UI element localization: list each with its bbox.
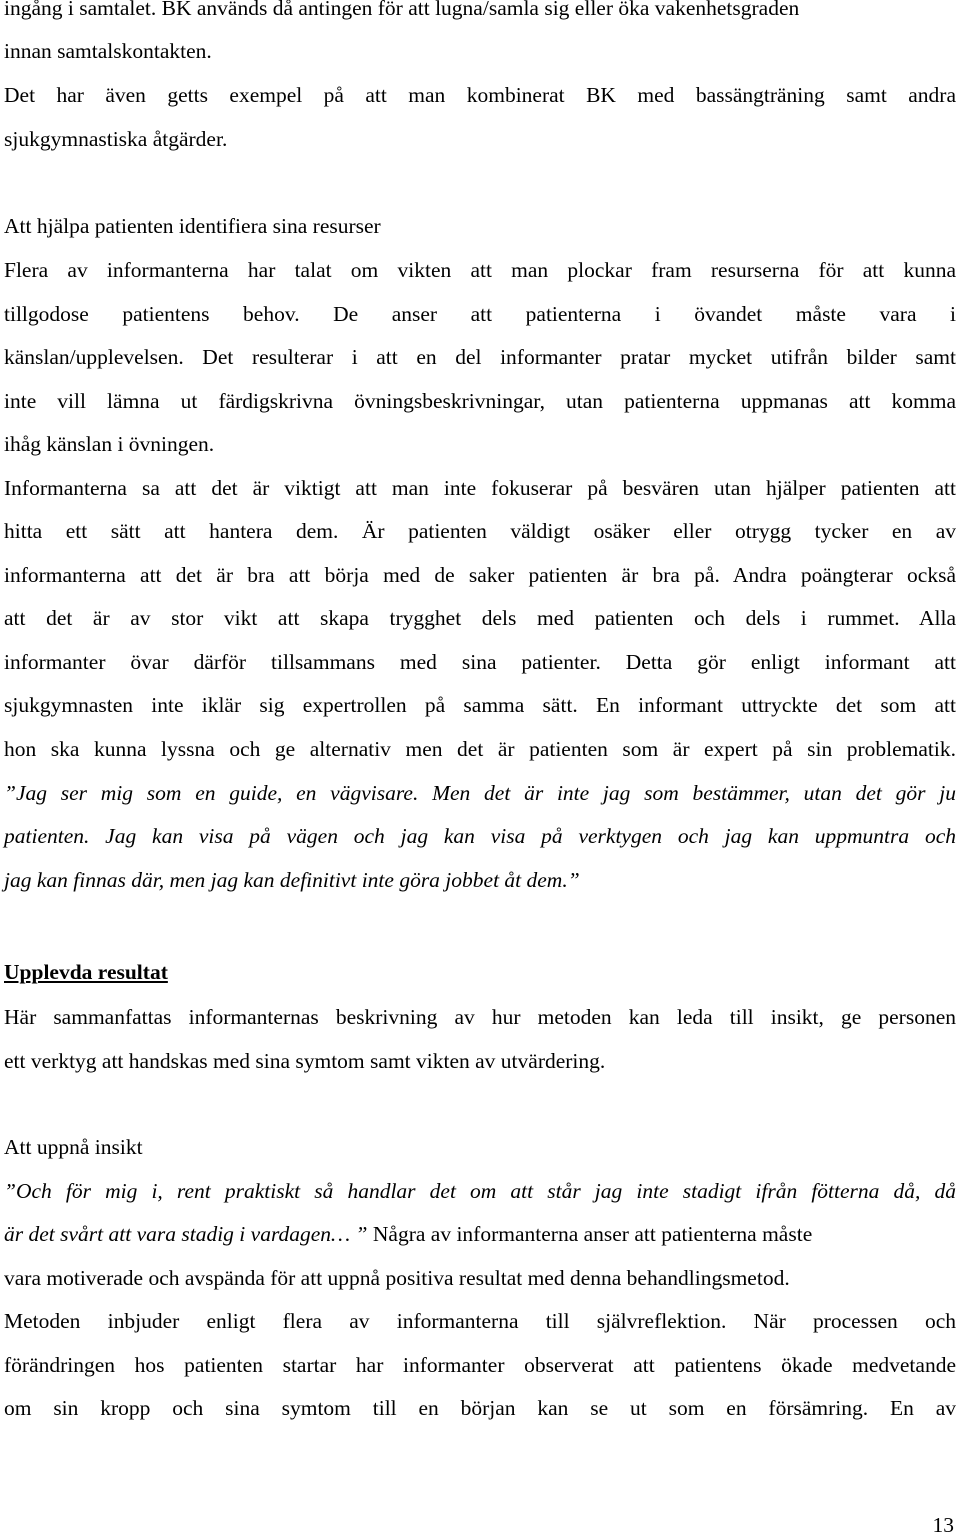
section-heading: Upplevda resultat (4, 960, 168, 984)
text-line: Här sammanfattas informanternas beskrivning av hur metoden kan leda till insikt, ge personen (4, 1005, 956, 1029)
text-line: ett verktyg att handskas med sina symtom samt vikten av utvärdering. (4, 1049, 606, 1073)
quote-line: patienten. Jag kan visa på vägen och jag kan visa på verktygen och jag kan uppmuntra och (4, 824, 956, 848)
quote-line: ”Jag ser mig som en guide, en vägvisare. Men det är inte jag som bestämmer, utan det gör ju (4, 781, 956, 805)
text-line: sjukgymnastiska åtgärder. (4, 127, 228, 151)
text-line: sjukgymnasten inte iklär sig expertrollen på samma sätt. En informant uttryckte det som att (4, 693, 956, 717)
text-line: Metoden inbjuder enligt flera av informanterna till självreflektion. När processen och (4, 1309, 956, 1333)
text-line: hon ska kunna lyssna och ge alternativ men det är patienten som är expert på sin problematik. (4, 737, 956, 761)
text-fragment: Några av informanterna anser att patienterna måste (367, 1222, 813, 1246)
text-line: tillgodose patientens behov. De anser att patienterna i övandet måste vara i (4, 302, 956, 326)
text-line: hitta ett sätt att hantera dem. Är patienten väldigt osäker eller otrygg tycker en av (4, 519, 956, 543)
text-line: informanter övar därför tillsammans med sina patienter. Detta gör enligt informant att (4, 650, 956, 674)
text-line: innan samtalskontakten. (4, 39, 212, 63)
text-line: informanterna att det är bra att börja med de saker patienten är bra på. Andra poängterar också (4, 563, 956, 587)
text-line: ihåg känslan i övningen. (4, 432, 215, 456)
text-line: ingång i samtalet. BK används då antingen för att lugna/samla sig eller öka vakenhetsgraden (4, 0, 800, 20)
text-line: att det är av stor vikt att skapa trygghet dels med patienten och dels i rummet. Alla (4, 606, 956, 630)
quote-line: ”Och för mig i, rent praktiskt så handlar det om att står jag inte stadigt ifrån fötterna då, då (4, 1179, 956, 1203)
text-line: Det har även getts exempel på att man kombinerat BK med bassängträning samt andra (4, 83, 956, 107)
quote-fragment: är det svårt att vara stadig i vardagen… ” (4, 1222, 368, 1246)
page-number: 13 (932, 1513, 954, 1537)
text-line: om sin kropp och sina symtom till en början kan se ut som en försämring. En av (4, 1396, 956, 1420)
text-line: Flera av informanterna har talat om vikten att man plockar fram resurserna för att kunna (4, 258, 956, 282)
text-line: känslan/upplevelsen. Det resulterar i att en del informanter pratar mycket utifrån bilder samt (4, 345, 956, 369)
text-line: förändringen hos patienten startar har informanter observerat att patientens ökade medvetande (4, 1353, 956, 1377)
section-subheading: Att hjälpa patienten identifiera sina resurser (4, 214, 381, 238)
text-line: vara motiverade och avspända för att uppnå positiva resultat med denna behandlingsmetod. (4, 1266, 790, 1290)
mixed-line (4, 1224, 812, 1246)
text-line: inte vill lämna ut färdigskrivna övningsbeskrivningar, utan patienterna uppmanas att komma (4, 389, 956, 413)
quote-line: jag kan finnas där, men jag kan definitivt inte göra jobbet åt dem.” (4, 868, 580, 892)
section-subheading: Att uppnå insikt (4, 1135, 143, 1159)
text-line: Informanterna sa att det är viktigt att man inte fokuserar på besvären utan hjälper patienten att (4, 476, 956, 500)
